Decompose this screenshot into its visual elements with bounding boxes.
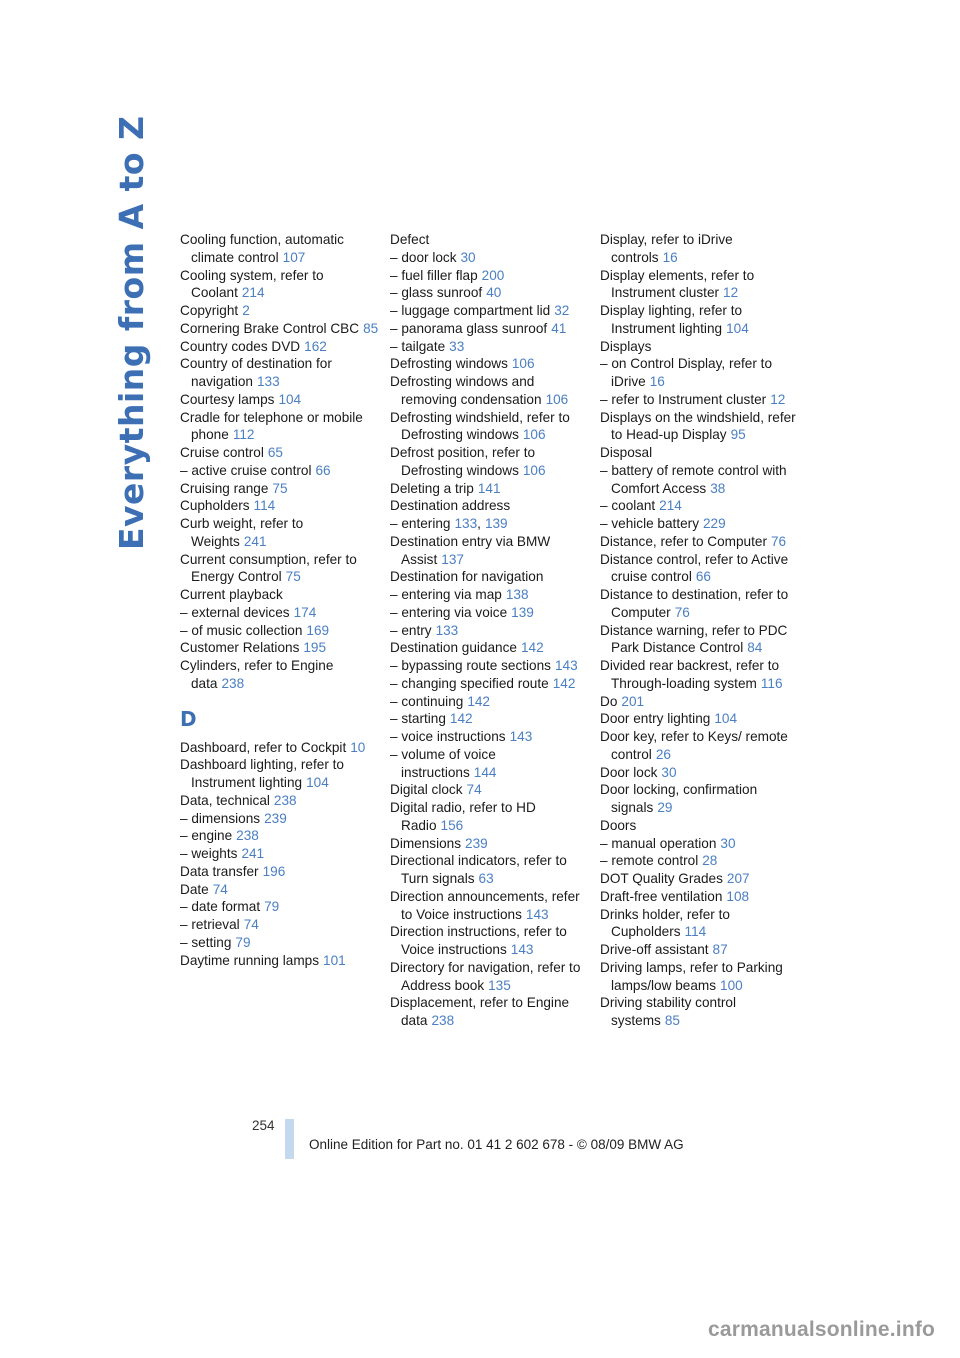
index-entry — [180, 739, 380, 757]
page-link[interactable]: 169 — [306, 622, 330, 638]
index-entry-text: – starting — [390, 711, 446, 727]
index-entry-text: – fuel filler flap — [390, 267, 478, 283]
index-entry-text: Destination guidance — [390, 640, 517, 656]
page-link[interactable]: 66 — [315, 462, 331, 478]
page-link[interactable]: 104 — [726, 320, 749, 336]
index-entry — [600, 710, 800, 728]
index-entry — [180, 916, 380, 934]
page-link[interactable]: 12 — [723, 285, 739, 301]
page-link[interactable]: 116 — [760, 675, 783, 691]
index-entry — [600, 267, 800, 303]
page-link[interactable]: 63 — [478, 871, 494, 886]
page-link[interactable]: 142 — [449, 711, 473, 727]
index-entry-text: Door key, refer to Keys/ remote control — [600, 729, 788, 762]
page-link[interactable]: 95 — [730, 427, 746, 443]
index-entry — [390, 604, 590, 622]
page-number: 254 — [252, 1118, 275, 1133]
index-entry-text: Door lock — [600, 764, 658, 780]
index-entry — [390, 639, 590, 657]
index-entry — [390, 693, 590, 711]
index-entry — [600, 302, 800, 338]
page-link[interactable]: 133 — [454, 516, 478, 531]
section-heading-d: D — [180, 706, 197, 731]
index-entry-text: Door locking, confirmation signals — [600, 782, 758, 815]
index-entry — [180, 480, 380, 498]
index-entry-text: – coolant — [600, 498, 656, 514]
index-entry — [600, 764, 800, 782]
index-entry — [180, 604, 380, 622]
index-entry-text: – door lock — [390, 249, 457, 265]
index-entry — [390, 533, 590, 569]
index-entry — [180, 551, 380, 587]
page-link[interactable]: 26 — [655, 746, 671, 762]
index-list — [390, 231, 590, 1030]
index-entry — [180, 827, 380, 845]
index-entry-text: – glass sunroof — [390, 285, 483, 301]
page-link[interactable]: 100 — [720, 977, 743, 993]
index-entry — [180, 462, 380, 480]
index-entry — [180, 497, 380, 515]
page-link[interactable]: 74 — [212, 881, 228, 897]
index-entry-text: Cruise control — [180, 445, 264, 460]
page-link[interactable]: 207 — [726, 871, 750, 886]
index-list — [180, 231, 380, 693]
index-entry-text: – entry — [390, 622, 432, 638]
index-entry-text: – engine — [180, 828, 233, 844]
page-link[interactable]: 214 — [241, 285, 265, 301]
index-entry-text: – voice instructions — [390, 729, 506, 744]
page-link[interactable]: 114 — [684, 924, 707, 940]
index-entry — [600, 888, 800, 906]
index-entry-text: Cooling function, automatic climate control — [180, 232, 344, 265]
index-entry — [600, 906, 800, 942]
index-entry-text: Cupholders — [180, 498, 250, 514]
index-entry — [180, 409, 380, 445]
index-entry-text: Divided rear backrest, refer to Through-loading system — [600, 658, 780, 691]
index-entry-text: – remote control — [600, 853, 699, 869]
index-entry — [180, 881, 380, 899]
index-entry-text: Displacement, refer to Engine data — [390, 995, 570, 1028]
index-entry — [600, 781, 800, 817]
page-link[interactable]: 79 — [235, 934, 251, 950]
index-entry-text: – setting — [180, 934, 232, 950]
index-entry-text: – vehicle battery — [600, 516, 699, 531]
index-entry — [600, 870, 800, 888]
index-entry — [390, 302, 590, 320]
page-link[interactable]: 214 — [659, 498, 682, 514]
page-link[interactable]: 76 — [770, 533, 787, 549]
index-entry — [180, 810, 380, 828]
index-entry-text: Deleting a trip — [390, 480, 474, 496]
index-entry-text: Defrosting windows — [390, 356, 508, 372]
index-entry-text: Dimensions — [390, 835, 462, 851]
page-link[interactable]: 106 — [545, 391, 569, 407]
index-entry-text: – bypassing route sections — [390, 658, 551, 673]
page-link[interactable]: 143 — [525, 906, 549, 922]
index-entry — [390, 373, 590, 409]
index-entry — [390, 622, 590, 640]
index-entry-text: Cruising range — [180, 480, 269, 496]
page-link[interactable]: 137 — [441, 551, 464, 567]
index-entry-text: Direction instructions, refer to Voice instructions — [390, 924, 567, 957]
page-link[interactable]: 162 — [304, 338, 327, 354]
index-entry — [600, 355, 800, 391]
index-entry — [600, 497, 800, 515]
index-entry — [180, 622, 380, 640]
index-entry-text: – active cruise control — [180, 462, 312, 478]
index-entry-text: Distance warning, refer to PDC Park Distance Control — [600, 622, 788, 656]
index-entry-text: – tailgate — [390, 338, 446, 354]
index-entry-text: – entering via map — [390, 587, 502, 602]
index-column-1 — [180, 231, 380, 969]
index-entry — [180, 444, 380, 462]
index-column-2 — [390, 231, 590, 1030]
watermark: carmanualsonline.info — [708, 1318, 936, 1341]
index-entry — [600, 693, 800, 711]
page-link[interactable]: 41 — [551, 320, 567, 336]
page-link[interactable]: 143 — [554, 658, 578, 673]
footer-text: Online Edition for Part no. 01 41 2 602 678 - © 08/09 BMW AG — [309, 1137, 684, 1152]
page-link[interactable]: 239 — [264, 810, 287, 826]
index-entry-text: DOT Quality Grades — [600, 871, 723, 886]
page-link[interactable]: 32 — [554, 303, 570, 318]
index-entry — [180, 792, 380, 810]
index-entry — [390, 515, 590, 533]
page-link[interactable]: 33 — [449, 338, 465, 354]
index-entry — [600, 622, 800, 658]
index-entry-text: Drinks holder, refer to Cupholders — [600, 906, 730, 940]
index-entry — [180, 863, 380, 881]
index-entry-text: Defrosting windshield, refer to Defrosting windows — [390, 409, 570, 443]
page-link[interactable]: 87 — [712, 942, 728, 957]
index-entry-text: Destination address — [390, 498, 511, 514]
index-entry — [600, 817, 800, 835]
page-link[interactable]: 144 — [473, 764, 497, 780]
page-link[interactable]: 142 — [520, 640, 544, 656]
index-entry — [390, 799, 590, 835]
index-entry — [600, 533, 800, 551]
index-entry — [390, 675, 590, 693]
index-entry-text: Driving stability control systems — [600, 995, 736, 1028]
index-entry-text: – refer to Instrument cluster — [600, 391, 767, 407]
index-entry — [390, 746, 590, 782]
index-entry — [600, 728, 800, 764]
index-entry — [390, 231, 590, 249]
page-link[interactable]: 38 — [710, 480, 726, 496]
page-link[interactable]: 79 — [264, 899, 280, 915]
index-entry — [180, 320, 380, 338]
index-entry — [600, 444, 800, 462]
index-entry-text: – panorama glass sunroof — [390, 320, 548, 336]
index-entry — [390, 568, 590, 586]
page-link[interactable]: 85 — [664, 1013, 680, 1028]
footer-bar — [285, 1119, 294, 1159]
index-entry — [180, 934, 380, 952]
index-entry — [390, 728, 590, 746]
index-entry — [600, 231, 800, 267]
index-entry-text: Drive-off assistant — [600, 942, 709, 957]
index-entry-text: Door entry lighting — [600, 711, 711, 727]
index-entry-text: – dimensions — [180, 810, 261, 826]
index-list — [600, 231, 800, 1030]
index-entry — [600, 852, 800, 870]
index-column-3 — [600, 231, 800, 1030]
index-entry-text: Distance, refer to Computer — [600, 533, 767, 549]
page-link[interactable]: 2 — [242, 303, 250, 318]
index-entry — [390, 852, 590, 888]
index-entry-text: Date — [180, 881, 209, 897]
page-link[interactable]: 30 — [460, 249, 476, 265]
index-entry — [180, 586, 380, 604]
index-entry-text: Defrosting windows and removing condensation — [390, 374, 542, 407]
index-entry-text: – of music collection — [180, 622, 303, 638]
index-entry-text: – volume of voice instructions — [390, 746, 496, 780]
page-link[interactable]: 239 — [465, 835, 488, 851]
index-entry-text: – entering via voice — [390, 604, 508, 620]
page-link[interactable]: 241 — [243, 533, 267, 549]
index-entry-text: – weights — [180, 846, 238, 861]
page-link[interactable]: 75 — [272, 480, 288, 496]
page-link[interactable]: 65 — [267, 445, 283, 460]
index-entry-text: Digital radio, refer to HD Radio — [390, 800, 536, 833]
index-entry — [390, 994, 590, 1030]
index-entry — [390, 267, 590, 285]
index-entry — [600, 515, 800, 533]
page-link[interactable]: 30 — [720, 835, 736, 851]
index-entry — [180, 338, 380, 356]
page-link[interactable]: 107 — [282, 249, 306, 265]
page-link[interactable]: 138 — [505, 587, 529, 602]
index-entry-text: Destination for navigation — [390, 569, 544, 585]
index-entry-text: Defect — [390, 232, 430, 247]
index-entry-text: Current consumption, refer to Energy Control — [180, 551, 357, 585]
index-entry-text: Cornering Brake Control CBC — [180, 320, 360, 336]
index-entry — [600, 338, 800, 356]
index-entry-text: – continuing — [390, 693, 464, 709]
index-entry — [600, 409, 800, 445]
page-link[interactable]: 238 — [273, 792, 297, 808]
index-entry-text: – on Control Display, refer to iDrive — [600, 356, 773, 389]
index-entry-text: – manual operation — [600, 835, 717, 851]
index-entry — [390, 586, 590, 604]
page-link[interactable]: 28 — [702, 853, 718, 869]
index-entry — [390, 888, 590, 924]
index-entry-text: Cradle for telephone or mobile phone — [180, 409, 363, 443]
index-entry — [390, 781, 590, 799]
page-link[interactable]: 238 — [236, 828, 259, 844]
index-entry — [180, 355, 380, 391]
index-entry-text: Display elements, refer to Instrument cluster — [600, 267, 755, 301]
index-entry-text: Disposal — [600, 445, 653, 460]
page-link[interactable]: 29 — [657, 800, 673, 815]
index-entry-text: Destination entry via BMW Assist — [390, 533, 551, 567]
page-link[interactable]: 74 — [243, 917, 259, 932]
index-entry — [180, 952, 380, 970]
index-entry-text: Do — [600, 693, 618, 709]
index-entry — [390, 249, 590, 267]
index-entry — [180, 639, 380, 657]
index-entry-text: Distance to destination, refer to Computer — [600, 587, 789, 620]
index-entry — [180, 302, 380, 320]
page-link[interactable]: 40 — [486, 285, 502, 301]
index-entry-text: Cylinders, refer to Engine data — [180, 658, 334, 691]
page-link[interactable]: 174 — [293, 604, 317, 620]
index-entry-text: Directional indicators, refer to Turn signals — [390, 853, 567, 886]
page-link[interactable]: 84 — [747, 640, 763, 656]
index-entry-text: Digital clock — [390, 782, 463, 798]
index-entry-text: Data, technical — [180, 792, 270, 808]
index-entry-text: Direction announcements, refer to Voice instructions — [390, 888, 580, 922]
page-link[interactable]: 12 — [770, 391, 786, 407]
page-link[interactable]: 104 — [714, 711, 738, 727]
index-entry-text: Customer Relations — [180, 640, 300, 656]
page-link[interactable]: 139 — [484, 516, 508, 531]
index-entry — [390, 923, 590, 959]
index-entry — [180, 845, 380, 863]
index-entry — [180, 267, 380, 303]
page-link[interactable]: 143 — [510, 942, 534, 957]
index-entry-text: – battery of remote control with Comfort Access — [600, 462, 787, 496]
page-link[interactable]: 238 — [431, 1013, 455, 1028]
page-link[interactable]: 101 — [323, 952, 346, 968]
index-entry-text: Directory for navigation, refer to Address book — [390, 959, 581, 993]
page-link[interactable]: 104 — [306, 775, 329, 790]
page-link[interactable]: 142 — [552, 675, 576, 691]
page-link[interactable]: 112 — [232, 427, 255, 443]
index-entry — [600, 462, 800, 498]
page-link[interactable]: 16 — [649, 374, 665, 389]
index-entry-text: Distance control, refer to Active cruise control — [600, 551, 789, 585]
index-entry-text: Display, refer to iDrive controls — [600, 232, 733, 265]
index-entry — [390, 710, 590, 728]
index-entry-text: Daytime running lamps — [180, 952, 320, 968]
index-entry — [180, 391, 380, 409]
index-entry-text: Current playback — [180, 587, 283, 602]
index-entry-text: Displays on the windshield, refer to Head-up Display — [600, 409, 796, 443]
page-link[interactable]: 133 — [435, 622, 459, 638]
index-entry-text: Display lighting, refer to Instrument lighting — [600, 303, 743, 336]
index-entry-text: Data transfer — [180, 863, 259, 879]
page-separator: , — [477, 516, 481, 531]
index-entry-text: Courtesy lamps — [180, 391, 275, 407]
index-entry — [390, 657, 590, 675]
index-entry — [390, 835, 590, 853]
page-link[interactable]: 139 — [511, 604, 534, 620]
page-link[interactable]: 200 — [481, 267, 505, 283]
index-entry-text: – retrieval — [180, 917, 240, 932]
page-link[interactable]: 76 — [674, 604, 690, 620]
page-link[interactable]: 108 — [726, 888, 750, 904]
index-entry-text: Displays — [600, 338, 652, 354]
page-link[interactable]: 104 — [278, 391, 302, 407]
index-entry-text: Draft-free ventilation — [600, 888, 723, 904]
index-entry-text: – luggage compartment lid — [390, 303, 551, 318]
index-entry — [180, 657, 380, 693]
index-entry — [390, 959, 590, 995]
page-link[interactable]: 30 — [661, 764, 677, 780]
page-link[interactable]: 114 — [253, 498, 276, 514]
index-entry-text: – date format — [180, 899, 261, 915]
page-link[interactable]: 135 — [488, 977, 511, 993]
index-entry — [390, 355, 590, 373]
page-link[interactable]: 106 — [511, 356, 535, 372]
index-entry — [600, 657, 800, 693]
page-link[interactable]: 156 — [440, 817, 464, 833]
index-entry — [390, 284, 590, 302]
index-entry — [180, 898, 380, 916]
index-entry — [180, 231, 380, 267]
page-link[interactable]: 106 — [522, 427, 546, 443]
index-entry-text: Driving lamps, refer to Parking lamps/low beams — [600, 959, 783, 993]
index-entry — [390, 409, 590, 445]
index-entry-text: Copyright — [180, 303, 239, 318]
index-entry-text: – changing specified route — [390, 675, 549, 691]
index-entry — [390, 497, 590, 515]
index-entry-text: Country of destination for navigation — [180, 356, 332, 389]
index-entry — [180, 756, 380, 792]
index-entry-text: Defrost position, refer to Defrosting windows — [390, 445, 536, 478]
index-entry — [600, 994, 800, 1030]
index-entry-text: Curb weight, refer to Weights — [180, 516, 304, 549]
page-link[interactable]: 201 — [621, 693, 645, 709]
page-link[interactable]: 238 — [221, 675, 245, 691]
page-link[interactable]: 74 — [466, 782, 482, 798]
index-entry-text: Country codes DVD — [180, 338, 301, 354]
page-link[interactable]: 16 — [662, 249, 678, 265]
index-entry — [390, 338, 590, 356]
page-link[interactable]: 195 — [303, 640, 327, 656]
page-link[interactable]: 66 — [695, 569, 711, 585]
index-entry — [600, 941, 800, 959]
index-entry-text: Dashboard lighting, refer to Instrument lighting — [180, 757, 344, 790]
page-link[interactable]: 241 — [241, 846, 265, 861]
index-entry — [180, 515, 380, 551]
index-entry — [390, 320, 590, 338]
index-entry-text: – entering — [390, 516, 451, 531]
index-list — [180, 739, 380, 970]
index-entry — [600, 391, 800, 409]
index-entry — [390, 444, 590, 480]
page-link[interactable]: 196 — [262, 863, 286, 879]
index-entry — [600, 586, 800, 622]
index-entry — [600, 551, 800, 587]
index-entry-text: Doors — [600, 817, 637, 833]
page-link[interactable]: 75 — [285, 569, 301, 585]
page-link[interactable]: 106 — [522, 462, 546, 478]
index-entry-text: Dashboard, refer to Cockpit — [180, 739, 347, 755]
page-link[interactable]: 143 — [509, 729, 533, 744]
index-entry — [600, 959, 800, 995]
page-link[interactable]: 133 — [256, 374, 280, 389]
index-entry-text: Cooling system, refer to Coolant — [180, 267, 324, 301]
page-link[interactable]: 142 — [467, 693, 490, 709]
page-link[interactable]: 85 — [363, 320, 379, 336]
index-entry — [600, 835, 800, 853]
side-title: Everything from A to Z — [112, 115, 151, 550]
page-link[interactable]: 229 — [703, 516, 726, 531]
index-entry-text: – external devices — [180, 604, 290, 620]
page-link[interactable]: 10 — [350, 739, 366, 755]
page-link[interactable]: 141 — [477, 480, 501, 496]
index-entry — [390, 480, 590, 498]
